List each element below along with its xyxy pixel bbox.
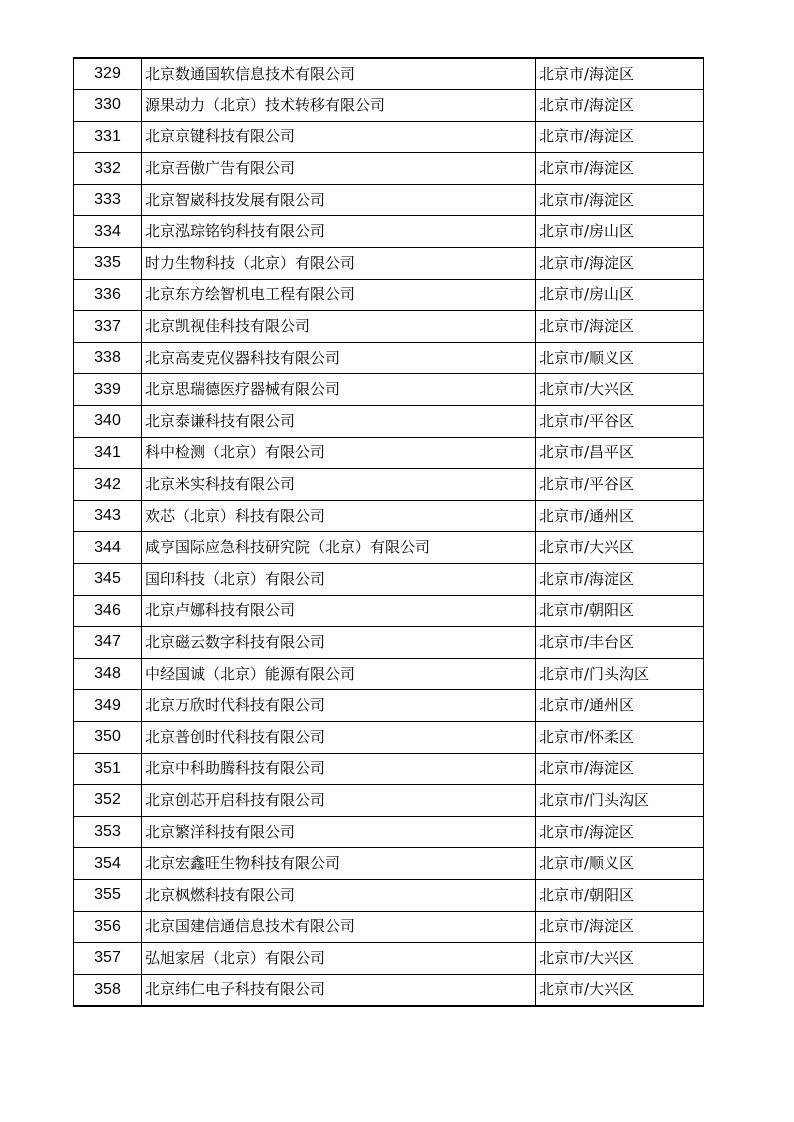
- table-row: [74, 785, 704, 817]
- row-number: 333: [74, 184, 142, 216]
- table-row: [74, 58, 704, 90]
- company-location: 北京市/房山区: [536, 279, 704, 311]
- company-location: 北京市/海淀区: [536, 911, 704, 943]
- company-name: 北京枫燃科技有限公司: [142, 879, 536, 911]
- company-location: 北京市/海淀区: [536, 153, 704, 185]
- row-number: 354: [74, 848, 142, 880]
- table-row: [74, 911, 704, 943]
- company-location: 北京市/海淀区: [536, 753, 704, 785]
- company-location: 北京市/海淀区: [536, 58, 704, 90]
- company-location: 北京市/大兴区: [536, 974, 704, 1006]
- row-number: 342: [74, 469, 142, 501]
- company-name: 北京泰谦科技有限公司: [142, 406, 536, 438]
- company-location: 北京市/昌平区: [536, 437, 704, 469]
- company-table-body: [74, 58, 704, 1006]
- company-name: 北京繁洋科技有限公司: [142, 816, 536, 848]
- company-location: 北京市/顺义区: [536, 848, 704, 880]
- company-location: 北京市/通州区: [536, 690, 704, 722]
- company-location: 北京市/朝阳区: [536, 595, 704, 627]
- company-name: 北京创芯开启科技有限公司: [142, 785, 536, 817]
- row-number: 332: [74, 153, 142, 185]
- table-row: [74, 974, 704, 1006]
- company-name: 科中检测（北京）有限公司: [142, 437, 536, 469]
- company-name: 北京泓琮铭钧科技有限公司: [142, 216, 536, 248]
- company-location: 北京市/海淀区: [536, 248, 704, 280]
- table-row: [74, 342, 704, 374]
- company-location: 北京市/通州区: [536, 500, 704, 532]
- row-number: 336: [74, 279, 142, 311]
- table-row: [74, 374, 704, 406]
- table-row: [74, 437, 704, 469]
- row-number: 341: [74, 437, 142, 469]
- row-number: 356: [74, 911, 142, 943]
- table-row: [74, 721, 704, 753]
- row-number: 340: [74, 406, 142, 438]
- company-name: 北京京键科技有限公司: [142, 121, 536, 153]
- company-location: 北京市/门头沟区: [536, 785, 704, 817]
- company-location: 北京市/海淀区: [536, 90, 704, 122]
- table-row: [74, 406, 704, 438]
- table-row: [74, 311, 704, 343]
- company-location: 北京市/房山区: [536, 216, 704, 248]
- company-location: 北京市/海淀区: [536, 816, 704, 848]
- table-row: [74, 690, 704, 722]
- row-number: 334: [74, 216, 142, 248]
- row-number: 344: [74, 532, 142, 564]
- table-row: [74, 564, 704, 596]
- company-location: 北京市/丰台区: [536, 627, 704, 659]
- company-location: 北京市/朝阳区: [536, 879, 704, 911]
- company-name: 北京凯视佳科技有限公司: [142, 311, 536, 343]
- company-location: 北京市/顺义区: [536, 342, 704, 374]
- row-number: 339: [74, 374, 142, 406]
- company-name: 时力生物科技（北京）有限公司: [142, 248, 536, 280]
- company-name: 国印科技（北京）有限公司: [142, 564, 536, 596]
- table-row: [74, 121, 704, 153]
- company-name: 北京宏鑫旺生物科技有限公司: [142, 848, 536, 880]
- table-row: [74, 469, 704, 501]
- row-number: 338: [74, 342, 142, 374]
- company-name: 弘旭家居（北京）有限公司: [142, 943, 536, 975]
- company-name: 咸亨国际应急科技研究院（北京）有限公司: [142, 532, 536, 564]
- company-name: 北京思瑞德医疗器械有限公司: [142, 374, 536, 406]
- company-location: 北京市/大兴区: [536, 943, 704, 975]
- row-number: 346: [74, 595, 142, 627]
- row-number: 350: [74, 721, 142, 753]
- row-number: 343: [74, 500, 142, 532]
- table-row: [74, 90, 704, 122]
- row-number: 351: [74, 753, 142, 785]
- company-name: 北京吾傲广告有限公司: [142, 153, 536, 185]
- row-number: 345: [74, 564, 142, 596]
- company-name: 北京万欣时代科技有限公司: [142, 690, 536, 722]
- row-number: 347: [74, 627, 142, 659]
- row-number: 330: [74, 90, 142, 122]
- row-number: 329: [74, 58, 142, 90]
- company-name: 北京国建信通信息技术有限公司: [142, 911, 536, 943]
- row-number: 353: [74, 816, 142, 848]
- table-row: [74, 848, 704, 880]
- row-number: 348: [74, 658, 142, 690]
- table-row: [74, 532, 704, 564]
- company-location: 北京市/门头沟区: [536, 658, 704, 690]
- company-name: 北京东方绘智机电工程有限公司: [142, 279, 536, 311]
- company-name: 北京数通国软信息技术有限公司: [142, 58, 536, 90]
- company-name: 北京普创时代科技有限公司: [142, 721, 536, 753]
- table-row: [74, 153, 704, 185]
- company-location: 北京市/海淀区: [536, 311, 704, 343]
- company-table: [73, 57, 704, 1007]
- company-name: 北京卢娜科技有限公司: [142, 595, 536, 627]
- row-number: 352: [74, 785, 142, 817]
- table-row: [74, 753, 704, 785]
- company-name: 北京智崴科技发展有限公司: [142, 184, 536, 216]
- company-name: 北京磁云数字科技有限公司: [142, 627, 536, 659]
- company-name: 源果动力（北京）技术转移有限公司: [142, 90, 536, 122]
- company-location: 北京市/海淀区: [536, 564, 704, 596]
- table-row: [74, 500, 704, 532]
- row-number: 337: [74, 311, 142, 343]
- table-row: [74, 216, 704, 248]
- table-row: [74, 184, 704, 216]
- company-location: 北京市/海淀区: [536, 121, 704, 153]
- company-name: 北京高麦克仪器科技有限公司: [142, 342, 536, 374]
- company-name: 北京中科助腾科技有限公司: [142, 753, 536, 785]
- company-name: 北京米实科技有限公司: [142, 469, 536, 501]
- table-row: [74, 879, 704, 911]
- row-number: 335: [74, 248, 142, 280]
- company-location: 北京市/大兴区: [536, 532, 704, 564]
- row-number: 349: [74, 690, 142, 722]
- table-row: [74, 627, 704, 659]
- company-name: 北京纬仁电子科技有限公司: [142, 974, 536, 1006]
- row-number: 358: [74, 974, 142, 1006]
- row-number: 331: [74, 121, 142, 153]
- table-row: [74, 248, 704, 280]
- company-location: 北京市/平谷区: [536, 406, 704, 438]
- company-name: 欢芯（北京）科技有限公司: [142, 500, 536, 532]
- table-row: [74, 595, 704, 627]
- row-number: 357: [74, 943, 142, 975]
- company-location: 北京市/海淀区: [536, 184, 704, 216]
- table-row: [74, 279, 704, 311]
- company-location: 北京市/大兴区: [536, 374, 704, 406]
- company-location: 北京市/平谷区: [536, 469, 704, 501]
- table-row: [74, 943, 704, 975]
- table-row: [74, 816, 704, 848]
- company-name: 中经国诚（北京）能源有限公司: [142, 658, 536, 690]
- company-location: 北京市/怀柔区: [536, 721, 704, 753]
- table-row: [74, 658, 704, 690]
- row-number: 355: [74, 879, 142, 911]
